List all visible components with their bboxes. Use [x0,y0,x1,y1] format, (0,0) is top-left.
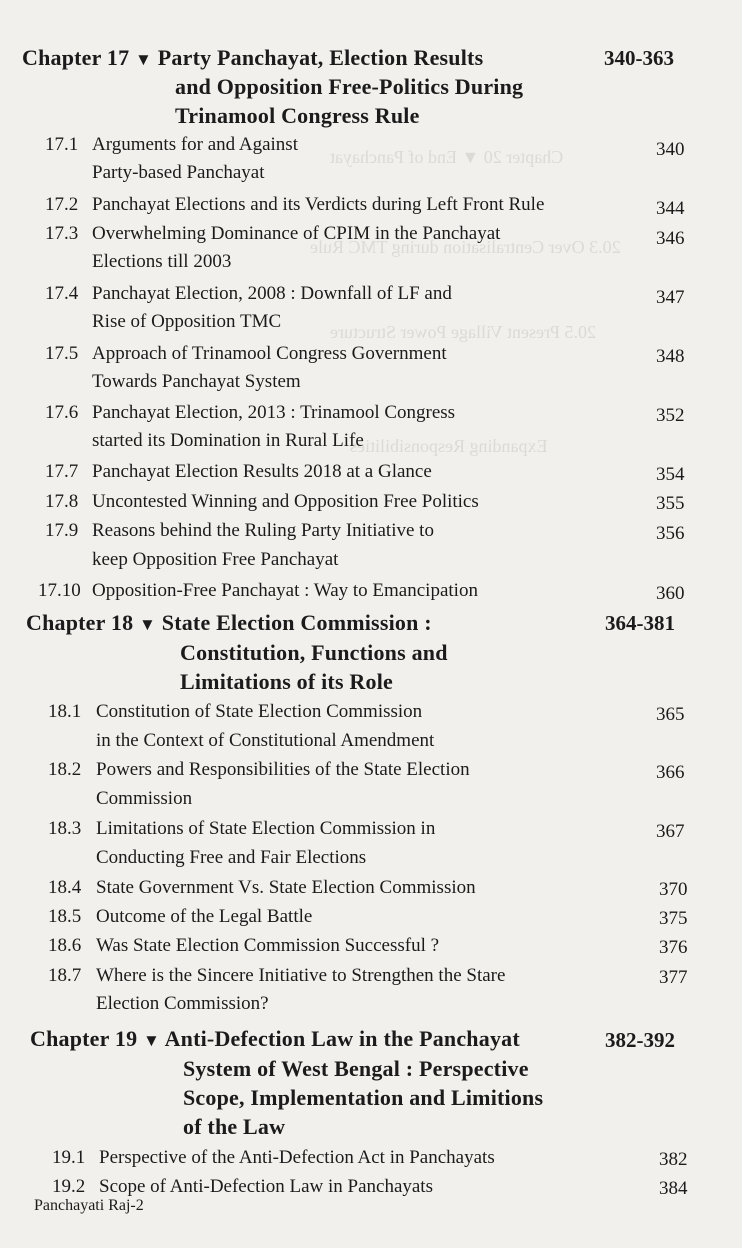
chapter-17-title-line: and Opposition Free-Politics During [175,74,524,99]
section-title: Overwhelming Dominance of CPIM in the Panchayat [92,223,501,244]
section-page: 384 [659,1178,688,1199]
section-title: Outcome of the Legal Battle [96,906,313,927]
section-page: 360 [656,583,685,604]
section-title: Opposition-Free Panchayat : Way to Emancipation [92,580,478,601]
section-number: 17.8 [45,491,79,512]
chapter-18-label: Chapter 18 [26,610,134,635]
section-page: 367 [656,821,685,842]
section-title: keep Opposition Free Panchayat [92,549,339,570]
section-number: 18.4 [48,877,82,898]
chapter-19-title-line: System of West Bengal : Perspective [183,1056,529,1081]
chapter-17-pages: 340-363 [604,46,674,70]
section-page: 346 [656,228,685,249]
section-page: 382 [659,1149,688,1170]
show-through-text: 20.3 Over Centralisation during TMC Rule [310,237,621,257]
section-page: 376 [659,937,688,958]
section-title: Scope of Anti-Defection Law in Panchayats [99,1176,433,1197]
section-page: 347 [656,287,685,308]
section-page: 365 [656,704,685,725]
section-title: Commission [96,788,193,809]
section-title: Panchayat Elections and its Verdicts during Left Front Rule [92,194,545,215]
section-title: Where is the Sincere Initiative to Strengthen the Stare [96,965,506,986]
section-title: Was State Election Commission Successful ? [96,935,440,956]
section-title: Rise of Opposition TMC [92,311,282,332]
section-title: Arguments for and Against [92,134,298,155]
section-page: 355 [656,493,685,514]
section-title: started its Domination in Rural Life [92,430,364,451]
chapter-19-label: Chapter 19 [30,1026,138,1051]
section-page: 375 [659,908,688,929]
section-page: 370 [659,879,688,900]
chapter-18-title-line: State Election Commission : [161,610,432,635]
section-page: 356 [656,523,685,544]
chapter-17-heading [22,47,483,69]
chapter-18-pages: 364-381 [605,611,675,635]
show-through-text: 20.5 Present Village Power Structure [330,322,597,342]
section-title: Powers and Responsibilities of the State Election [96,759,470,780]
chapter-19-title-line: Scope, Implementation and Limitions [183,1085,544,1110]
section-page: 354 [656,464,685,485]
chapter-arrow-icon: ▼ [135,50,153,69]
section-number: 18.7 [48,965,82,986]
section-page: 366 [656,762,685,783]
section-number: 19.1 [52,1147,86,1168]
section-title: Uncontested Winning and Opposition Free Politics [92,491,479,512]
section-title: State Government Vs. State Election Commission [96,877,476,898]
section-number: 17.4 [45,283,79,304]
section-title: Election Commission? [96,993,269,1014]
section-number: 18.2 [48,759,82,780]
section-page: 340 [656,139,685,160]
chapter-19-heading [30,1028,520,1050]
section-number: 17.9 [45,520,79,541]
chapter-17-title-line: Party Panchayat, Election Results [157,45,484,70]
chapter-18-heading [26,612,432,634]
section-number: 17.7 [45,461,79,482]
show-through-text: Expanding Responsibilities [350,436,548,456]
section-title: in the Context of Constitutional Amendment [96,730,435,751]
chapter-19-pages: 382-392 [605,1028,675,1052]
section-page: 344 [656,198,685,219]
section-number: 17.3 [45,223,79,244]
show-through-text: Chapter 20 ▼ End of Panchayat [330,147,564,167]
chapter-18-title-line: Constitution, Functions and [180,640,448,665]
section-number: 17.1 [45,134,79,155]
chapter-arrow-icon: ▼ [143,1031,161,1050]
chapter-19-title-line: Anti-Defection Law in the Panchayat [164,1026,520,1051]
section-number: 17.6 [45,402,79,423]
section-title: Party-based Panchayat [92,162,265,183]
section-title: Reasons behind the Ruling Party Initiative to [92,520,434,541]
chapter-17-title-line: Trinamool Congress Rule [175,103,420,128]
section-title: Perspective of the Anti-Defection Act in Panchayats [99,1147,495,1168]
section-number: 19.2 [52,1176,86,1197]
chapter-19-title-line: of the Law [183,1114,286,1139]
section-number: 18.1 [48,701,82,722]
section-title: Panchayat Election Results 2018 at a Glance [92,461,432,482]
chapter-arrow-icon: ▼ [139,615,157,634]
chapter-17-label: Chapter 17 [22,45,130,70]
section-number: 18.5 [48,906,82,927]
section-number: 18.6 [48,935,82,956]
section-page: 352 [656,405,685,426]
section-title: Limitations of State Election Commission in [96,818,436,839]
section-title: Panchayat Election, 2008 : Downfall of LF and [92,283,452,304]
chapter-18-title-line: Limitations of its Role [180,669,393,694]
section-number: 17.5 [45,343,79,364]
section-number: 17.2 [45,194,79,215]
section-page: 377 [659,967,688,988]
section-title: Constitution of State Election Commission [96,701,423,722]
section-title: Panchayat Election, 2013 : Trinamool Congress [92,402,456,423]
section-title: Towards Panchayat System [92,371,301,392]
section-title: Approach of Trinamool Congress Government [92,343,447,364]
section-title: Conducting Free and Fair Elections [96,847,367,868]
page-footer: Panchayati Raj-2 [34,1197,144,1214]
section-number: 18.3 [48,818,82,839]
section-number: 17.10 [38,580,81,601]
section-title: Elections till 2003 [92,251,232,272]
section-page: 348 [656,346,685,367]
